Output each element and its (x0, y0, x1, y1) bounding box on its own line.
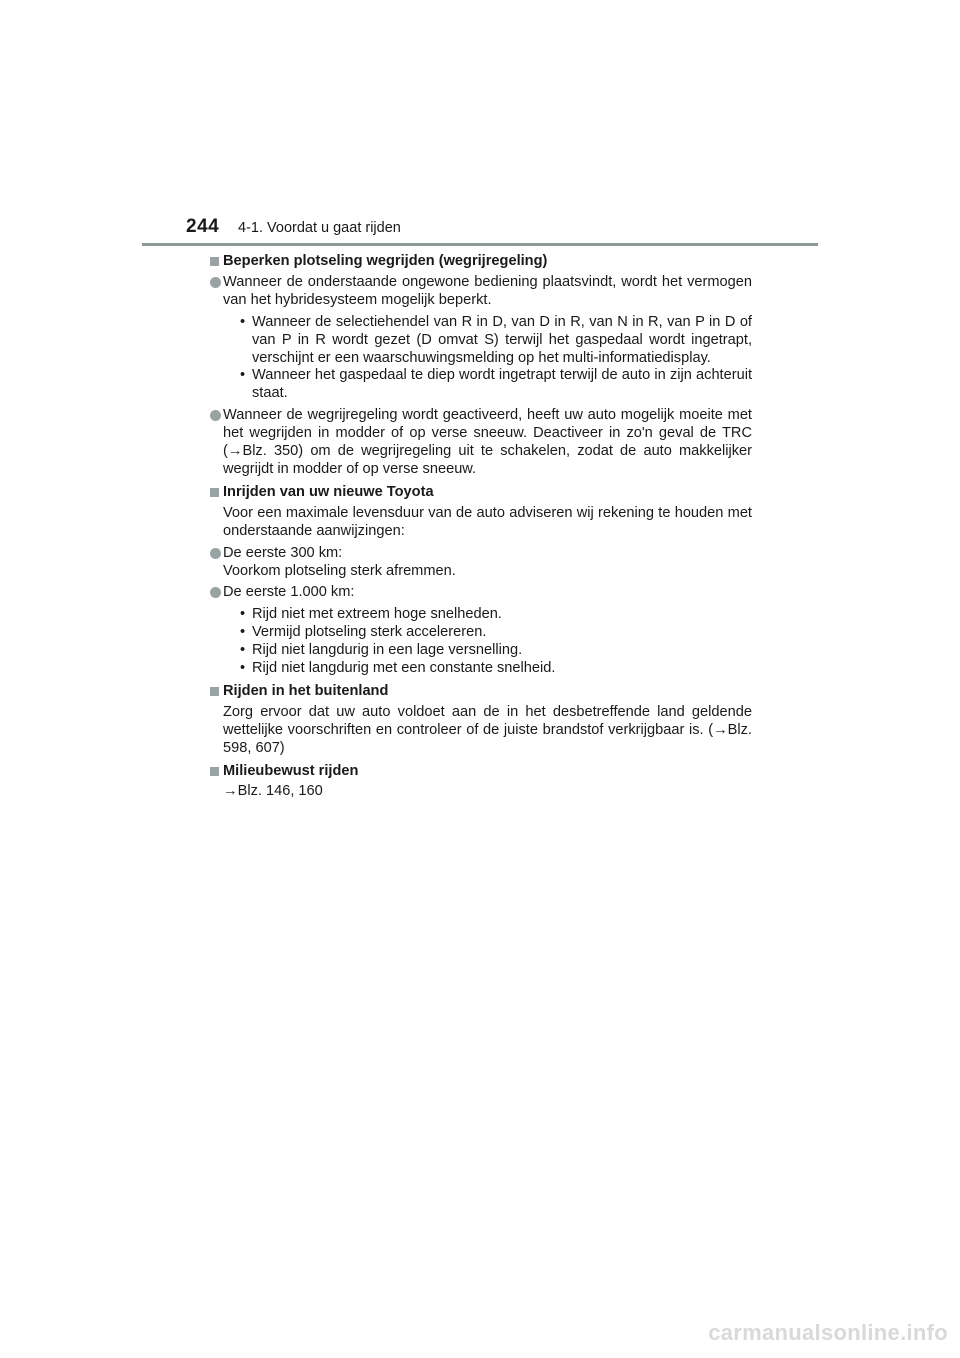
circle-bullet-icon (210, 587, 221, 598)
bullet-text: Wanneer de wegrijregeling wordt geactiveerd, heeft uw auto mogelijk moeite met het wegrijden in modder of op verse sneeuw. Deactiveer in zo'n geval de TRC (→Blz. 350) om de wegrijregeling uit te schakelen, zodat de auto makkelijker wegrijdt in modder of op verse sneeuw. (223, 407, 752, 477)
bullet-text: De eerste 1.000 km: (223, 584, 355, 601)
section (210, 253, 752, 479)
sub-bullet-list (210, 314, 752, 404)
section (210, 763, 752, 802)
dot-bullet-icon: • (240, 660, 246, 677)
sub-bullet-item (238, 314, 752, 368)
dot-bullet-icon: • (240, 367, 246, 384)
sub-bullet-item (238, 367, 752, 403)
section-title: 4-1. Voordat u gaat rijden (238, 220, 401, 236)
paragraph: Zorg ervoor dat uw auto voldoet aan de in het desbetreffende land geldende wettelijke voorschriften en controleer of de juiste brandstof verkrijgbaar is. (→Blz. 598, 607) (223, 703, 752, 756)
bullet-text: De eerste 300 km: Voorkom plotseling sterk afremmen. (223, 544, 456, 579)
page-header (0, 0, 960, 250)
section (210, 683, 752, 758)
sub-bullet-item (238, 606, 752, 624)
circle-bullet-icon (210, 277, 221, 288)
section-heading-text: Inrijden van uw nieuwe Toyota (223, 483, 434, 500)
paragraph: →Blz. 146, 160 (223, 783, 323, 800)
dot-bullet-icon: • (240, 313, 246, 330)
circle-bullet-item (210, 274, 752, 310)
section-heading (210, 763, 752, 781)
sub-bullet-text: Wanneer het gaspedaal te diep wordt ingetrapt terwijl de auto in zijn achteruit staat. (252, 367, 752, 402)
sub-bullet-item (238, 642, 752, 660)
sub-bullet-text: Rijd niet langdurig in een lage versnelling. (252, 642, 523, 659)
sub-bullet-text: Rijd niet langdurig met een constante snelheid. (252, 660, 556, 677)
dot-bullet-icon: • (240, 606, 246, 623)
square-bullet-icon (210, 687, 219, 696)
section-heading (210, 683, 752, 701)
circle-bullet-item (210, 545, 752, 581)
sub-bullet-list (210, 606, 752, 678)
square-bullet-icon (210, 257, 219, 266)
dot-bullet-icon: • (240, 624, 246, 641)
circle-bullet-icon (210, 548, 221, 559)
section-heading-text: Rijden in het buitenland (223, 682, 389, 699)
page-content (210, 253, 752, 806)
circle-bullet-icon (210, 410, 221, 421)
sub-bullet-text: Rijd niet met extreem hoge snelheden. (252, 606, 502, 623)
square-bullet-icon (210, 767, 219, 776)
section-heading-text: Beperken plotseling wegrijden (wegrijregeling) (223, 253, 548, 269)
watermark: carmanualsonline.info (708, 1320, 948, 1345)
section-heading (210, 484, 752, 502)
sub-bullet-text: Vermijd plotseling sterk accelereren. (252, 624, 487, 641)
sub-bullet-item (238, 624, 752, 642)
sub-bullet-item (238, 660, 752, 678)
circle-bullet-item (210, 407, 752, 479)
dot-bullet-icon: • (240, 642, 246, 659)
section-heading-text: Milieubewust rijden (223, 762, 359, 779)
page-number: 244 (186, 216, 220, 237)
square-bullet-icon (210, 488, 219, 497)
paragraph: Voor een maximale levensduur van de auto adviseren wij rekening te houden met onderstaande aanwijzingen: (223, 504, 752, 539)
sub-bullet-text: Wanneer de selectiehendel van R in D, van D in R, van N in R, van P in D of van P in R wordt gezet (D omvat S) terwijl het gaspedaal wordt ingetrapt, verschijnt er een waarschuwingsmelding op het multi-informatiedisplay. (252, 313, 752, 366)
bullet-text: Wanneer de onderstaande ongewone bediening plaatsvindt, wordt het vermogen van het hybridesysteem mogelijk beperkt. (223, 273, 752, 308)
section-heading (210, 253, 752, 271)
circle-bullet-item (210, 584, 752, 602)
section (210, 484, 752, 678)
header-rule (142, 243, 818, 246)
